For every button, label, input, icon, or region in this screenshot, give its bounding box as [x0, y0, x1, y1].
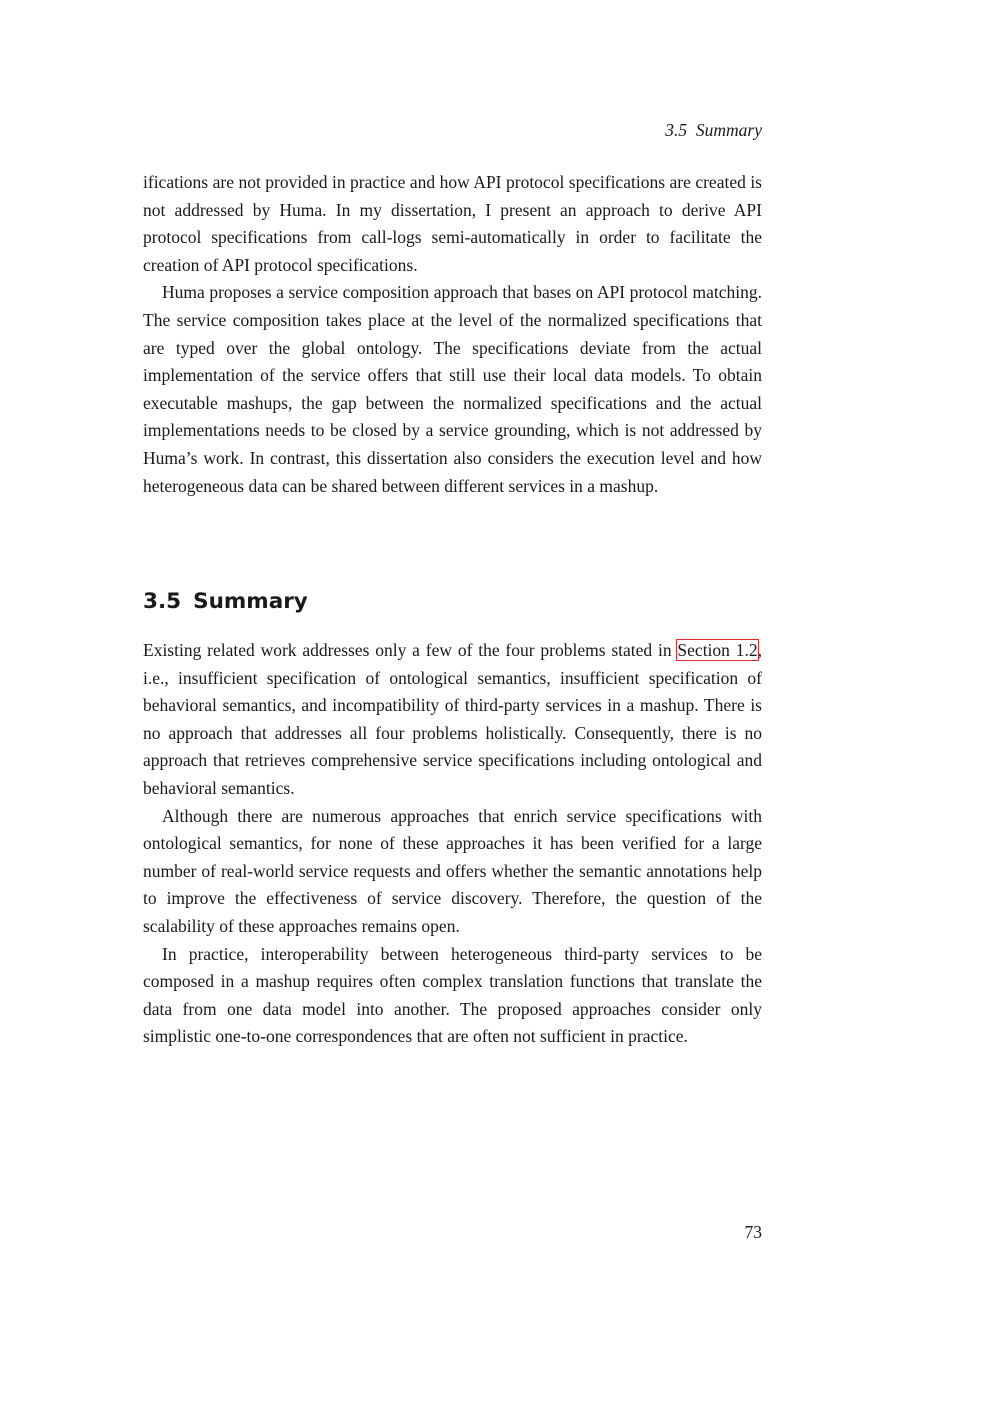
- summary-p1-lead: Existing related work addresses only a few of the four problems stated in: [143, 640, 678, 660]
- paragraph-huma-composition: Huma proposes a service composition approach that bases on API protocol matching. The service composition takes place at the level of the normalized specifications that are typed over the global ontology. The specifications deviate from the actual implementation of the service offers that still use their local data models. To obtain executable mashups, the gap between the normalized specifications and the actual implementations needs to be closed by a service grounding, which is not addressed by Huma’s work. In contrast, this dissertation also considers the execution level and how heterogeneous data can be shared between different services in a mashup.: [143, 282, 762, 496]
- running-head: [665, 118, 762, 142]
- running-head-section-title: Summary: [695, 120, 762, 140]
- paragraph-summary-problems: [143, 637, 762, 803]
- paragraph-summary-ontological: Although there are numerous approaches that enrich service specifications with ontological semantics, for none of these approaches it has been verified for a large number of real-world service requests and offers whether the semantic annotations help to improve the effectiveness of service discovery. Therefore, the question of the scalability of these approaches remains open.: [143, 805, 762, 936]
- section-heading: [143, 587, 308, 617]
- summary-p1-rest: , i.e., insufficient specification of ontological semantics, insufficient specification of behavioral semantics, and incompatibility of third-party services in a mashup. There is no approach that addresses all four problems holistically. Consequently, there is no approach that retrieves comprehensive service specifications including ontological and behavioral semantics.: [143, 640, 762, 798]
- summary-text-block: [143, 637, 762, 1051]
- paragraph-summary-interoperability: In practice, interoperability between heterogeneous third-party services to be composed in a mashup requires often complex translation functions that translate the data from one data model into another. The proposed approaches consider only simplistic one-to-one correspondences that are often not sufficient in practice.: [143, 943, 762, 1047]
- running-head-section-number: 3.5: [665, 120, 688, 140]
- section-1-2-link[interactable]: Section 1.2: [677, 640, 758, 660]
- paragraph-continued: ifications are not provided in practice and how API protocol specifications are created is not addressed by Huma. In my dissertation, I present an approach to derive API protocol specifications from call-logs semi-automatically in order to facilitate the creation of API protocol specifications.: [143, 172, 762, 275]
- page-number: 73: [744, 1222, 762, 1242]
- section-heading-title: Summary: [193, 589, 308, 614]
- section-heading-number: 3.5: [143, 589, 182, 614]
- continued-text-block: [143, 169, 762, 500]
